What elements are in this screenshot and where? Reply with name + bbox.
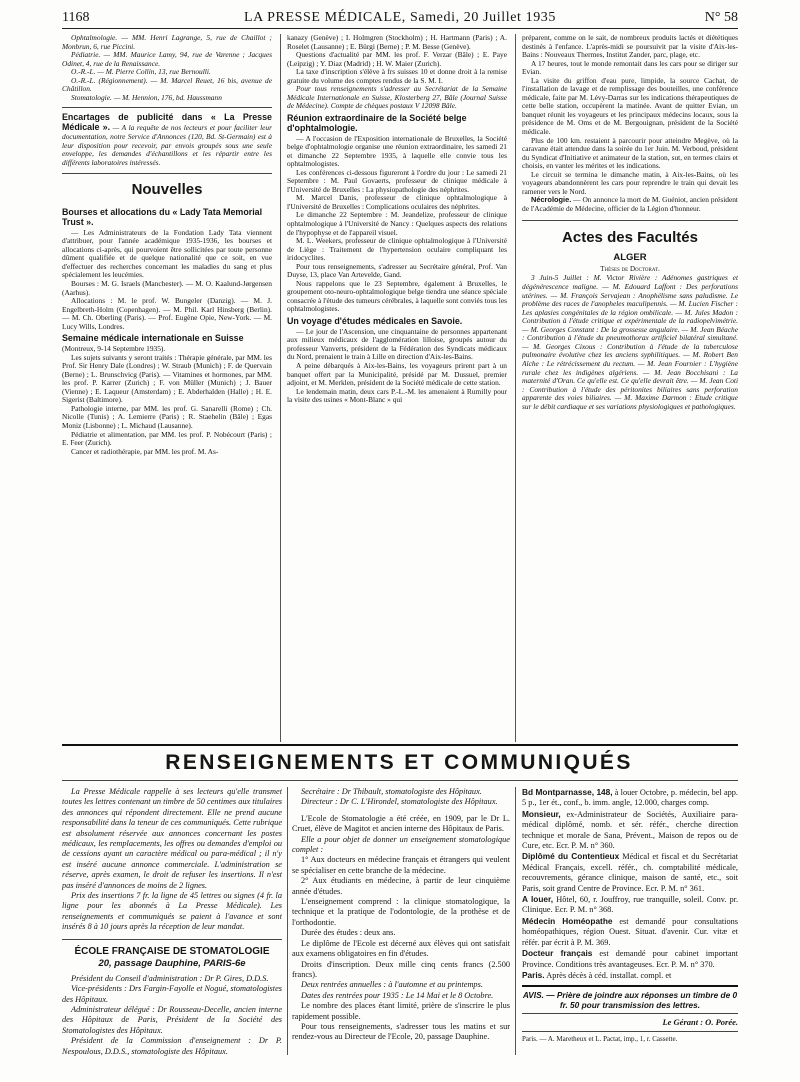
- avis-notice: AVIS. — Prière de joindre aux réponses un timbre de 0 fr. 50 pour transmission des lettres.: [522, 990, 738, 1011]
- column-rule: [515, 787, 516, 1055]
- paragraph: Le circuit se termina le dimanche matin, à Aix-les-Bains, où les voyageurs abandonnèrent les cars pour reprendre le train qui devait les ramener vers le Nord.: [522, 169, 738, 196]
- intro-line: O.-R.-L. — M. Pierre Collin, 13, rue Bernoulli.: [71, 67, 211, 77]
- ecole-text: Elle a pour objet de donner un enseignement stomatologique complet :: [292, 834, 510, 855]
- reunion-text: M. L. Weekers, professeur de clinique ophtalmologique à l'Université de Liège : Traitement de l'hypertension oculaire compliquant les iridocyclites.: [287, 236, 507, 263]
- necrologie: [522, 196, 738, 213]
- semaine-title: Semaine médicale internationale en Suisse: [62, 333, 244, 344]
- column-rule: [515, 34, 516, 742]
- ad-title: A louer,: [522, 894, 554, 905]
- issue-number: N° 58: [704, 10, 738, 25]
- ad-text: est demandé pour cabinet important Province. Conditions très avantageuses. Ecr. P. M. n° 370.: [522, 949, 738, 969]
- ad-text: à louer Octobre, p. médecin, bel app. 5 p., 1er ét., conf., b. imm. angle, 12.000, charges comp.: [522, 788, 738, 808]
- intro-line: Pédiatrie. — MM. Maurice Lamy, 94, rue de Varenne ; Jacques Odinet, 4, rue de la Renaissance.: [62, 50, 272, 68]
- staff-line: Administrateur délégué : Dr Rousseau-Decelle, ancien interne des Hôpitaux de Paris, Président de la Société des Stomatologistes des Hôpitaux.: [62, 1004, 282, 1035]
- column-rule: [280, 34, 281, 742]
- divider: [522, 220, 738, 221]
- reunion-text: — A l'occasion de l'Exposition internationale de Bruxelles, la Société belge d'ophtalmologie organise une réunion extraordinaire, les samedi 21 et dimanche 22 Septembre 1935, à laquelle elle convie tous les ophtalmologistes.: [287, 133, 507, 169]
- bottom-column-1: [62, 787, 282, 1057]
- reunion-text: Le dimanche 22 Septembre : M. Jeandelize, professeur de clinique ophtalmologique à l'Université de Nancy : Quelques aspects des relations de l'hypophyse et de l'appareil visuel.: [287, 210, 507, 237]
- paragraph: Pour tous renseignements s'adresser au Secrétariat de la Semaine Médicale Internationale en Suisse, Klosterberg 27, Bâle (Journal Suisse de Médecine). Compte de chèques postaux V 12098 Bâle.: [287, 84, 507, 111]
- staff-line: Vice-présidents : Drs Fargin-Fayolle et Nogué, stomatologistes des Hôpitaux.: [62, 984, 282, 1004]
- staff-line: Secrétaire : Dr Thibault, stomatologiste des Hôpitaux.: [301, 787, 482, 796]
- encartages-title: Encartages de publicité dans « La Presse Médicale ».: [62, 112, 272, 133]
- paragraph: La visite du griffon d'eau pure, limpide, la source Cachat, de l'installation de lavage et de remplissage des bouteilles, une conférence médicale, faite par M. Lévy-Darras sur les indications thérapeutiques de cette belle station, occupèrent la matinée. Avant de quitter Evian, un banquet réunit les voyageurs et les principaux médecins locaux, sous la présidence de M. Oms et de M. Bergouignan, président de la Société médicale.: [522, 75, 738, 137]
- page-header: [62, 6, 738, 29]
- ecole-text: 1° Aux docteurs en médecine français et étrangers qui veulent se spécialiser en cette branche de la médecine.: [292, 855, 510, 875]
- reunion-text: M. Marcel Danis, professeur de clinique ophtalmologique à l'Université de Bruxelles : Complications oculaires des néphrites.: [287, 193, 507, 211]
- ecole-text: Pour tous renseignements, s'adresser tous les matins et sur rendez-vous au Directeur de l'Ecole, 20, passage Dauphine.: [292, 1021, 510, 1042]
- bourses-list: Bourses : M. G. Israels (Manchester). — M. O. Kaalund-Jørgensen (Aarhus).: [62, 279, 272, 297]
- classified-ad: [522, 948, 738, 970]
- column-rule: [287, 787, 288, 1055]
- ad-title: Bd Montparnasse, 148,: [522, 787, 613, 797]
- voyage-title: Un voyage d'études médicales en Savoie.: [287, 316, 463, 326]
- nouvelles-heading: Nouvelles: [131, 181, 203, 199]
- actes-heading: Actes des Facultés: [562, 229, 698, 247]
- section-rule: [62, 744, 738, 746]
- ad-title: Monsieur,: [522, 808, 561, 819]
- ad-text: est demandé pour consultations homéopathiques, région Ouest. Situat. d'avenir. Cur. vitæ et référ. par écrit à P. M. 369.: [522, 916, 738, 947]
- ad-title: Diplômé du Contentieux: [522, 851, 620, 862]
- allocations-list: Allocations : M. le prof. W. Bungeler (Danzig). — M. J. Engelbreth-Holm (Copenhagen). — M. Phil. Karl Hinsberg (Berlin). — M. Ch. Oberling (Paris). — Prof. Eugène Opie, New-York. — M. Lucy Wills, Londres.: [62, 296, 272, 331]
- ecole-text: Dates des rentrées pour 1935 : Le 14 Mai et le 8 Octobre.: [301, 990, 494, 1000]
- ecole-text: L'enseignement comprend : la clinique stomatologique, la technique et la pratique de l'odontologie, de la prothèse et de l'orthodontie.: [292, 897, 510, 927]
- paragraph: Questions d'actualité par MM. les prof. F. Verzar (Bâle) ; E. Paye (Leipzig) ; Y. Diaz (Madrid) ; H. W. Maier (Zurich).: [287, 50, 507, 68]
- ecole-text: Deux rentrées annuelles : à l'automne et au printemps.: [301, 980, 483, 990]
- intro-line: Stomatologie. — M. Hennion, 176, bd. Haussmann: [71, 92, 222, 102]
- ad-text: ex-Administrateur de Sociétés, Auxiliaire para-médical diplômé, nomb. et sér. référ., cherche direction technique et morale de Sana, Prévent., Maison de repos ou de Cure, etc. Ecr. P. M. n° 360.: [522, 809, 738, 851]
- alger-heading: ALGER: [613, 252, 647, 264]
- staff-line: Directeur : Dr C. L'Hirondel, stomatologiste des Hôpitaux.: [301, 797, 498, 807]
- divider: [522, 1013, 738, 1014]
- ad-title: Médecin Homéopathe: [522, 915, 613, 926]
- notice-text: La Presse Médicale rappelle à ses lecteurs qu'elle transmet toutes les lettres contenant un timbre de 50 centimes aux titulaires des annonces qui répondent directement. Elle ne prend aucune responsabilité dans la teneur de ces communiqués. Cette rubrique est absolument réservée aux annonces concernant les postes médicaux, les remplacements, les offres ou demandes d'emploi ou de cessions ayant un caractère médical ou para-médical ; il n'y est inséré aucune annonce commerciale. L'administration se réserve, après examen, le droit de refuser les insertions. Il n'est pas inséré d'annonces de moins de 2 lignes.: [62, 787, 282, 890]
- intro-line: O.-R.-L. (Régionnement). — M. Marcel Reuet, 16 bis, avenue de Châtillon.: [62, 75, 272, 94]
- ecole-text: Le diplôme de l'Ecole est décerné aux élèves qui ont satisfait aux examens obligatoires en fin d'études.: [292, 938, 510, 959]
- paragraph: La taxe d'inscription s'élève à frs suisses 10 et donne droit à la remise gratuite du volume des comptes rendus de la S. M. I.: [287, 67, 507, 85]
- paragraph: préparent, comme on le sait, de nombreux produits lactés et diététiques destinés à l'enfance. L'après-midi se poursuivit par la visite d'Aix-les-Bains : Nouveaux Thermes, Institut Zander, parc, plage, etc.: [522, 34, 738, 60]
- necrologie-text: — On annonce la mort de M. Guéniot, ancien président de l'Académie de Médecine, officier de la Légion d'honneur.: [522, 195, 738, 213]
- theses-heading: Thèses de Doctorat.: [600, 265, 660, 274]
- theses-list: 3 Juin-5 Juillet : M. Victor Rivière : Adénomes gastriques et dégénérescence maligne. — M. Edouard Laffont : Des perforations utérines. — M. François Servajean : Anophélisme sans paludisme. Le problème des races de l'anopheles maculipennis. — M. Lucien Fischer : Les aplasies congénitales de la région ombilicale. — M. Jules Madon : Contribution à l'étude critique et expérimentale de la radiopelvimétrie. — M. Georges Constant : De la grossesse angulaire. — M. Jean Béache : Contribution à l'étude du pneumothorax artificiel bilatéral simultané. — M. Georges Cixous : Contribution à l'étude de la tuberculose pulmonaire évolutive chez les anciens syphilitiques. — M. Robert Ben Aïche : Le rétrécissement du rectum. — M. Jean Fournier : L'hygiène rurale chez les indigènes algériens. — M. Jean Bocchisani : La maternité d'Oran. Ce qu'elle est. Ce qu'elle devrait être. — M. Jean Coti : Contribution à l'étude des péritonites biliaires sans perforation apparente des voies biliaires. — M. Maxime Darmon : Etude critique sur le débit cardiaque et ses variations physiologiques et pathologiques.: [522, 273, 738, 411]
- divider: [62, 173, 272, 174]
- gerant-line: Le Gérant : O. Porée.: [662, 1017, 738, 1028]
- semaine-text: Les sujets suivants y seront traités : Thérapie générale, par MM. les Prof. Sir Henry Dale (Londres) ; W. Straub (Munich) ; F. de Quervain (Berne) ; L. Brunschvicg (Paris). — Vitamines et hormones, par MM. les prof. P. Karrer (Zurich) ; F. von Müller (Munich) ; J. Bauer (Vienne) ; E. Laqueur (Amsterdam) ; E. Abderhalden (Halle) ; H. E. Sigerist (Baltimore).: [62, 352, 272, 405]
- ecole-address: 20, passage Dauphine, PARIS-6e: [98, 957, 246, 969]
- reunion-text: Pour tous renseignements, s'adresser au Secrétaire général, Prof. Van Duyse, 13, place Van Artevelde, Gand.: [287, 261, 507, 280]
- divider: [62, 939, 282, 940]
- ecole-text: 2° Aux étudiants en médecine, à partir de leur cinquième année d'études.: [292, 876, 510, 896]
- journal-title: LA PRESSE MÉDICALE, Samedi, 20 Juillet 1935: [243, 10, 557, 25]
- ecole-text: Le nombre des places étant limité, prière de s'inscrire le plus rapidement possible.: [292, 1001, 510, 1021]
- semaine-text: Cancer et radiothérapie, par MM. les prof. M. As-: [71, 446, 219, 456]
- ecole-text: Durée des études : deux ans.: [301, 928, 396, 938]
- divider: [62, 107, 272, 108]
- classified-ad: [522, 970, 738, 981]
- column-3: [522, 34, 738, 744]
- classified-ad: [522, 916, 738, 948]
- staff-line: Président du Conseil d'administration : Dr P. Gires, D.D.S.: [71, 973, 269, 983]
- reunion-text: Nous rappelons que le 23 Septembre, également à Bruxelles, le groupement oto-neuro-ophtalmologique belge tiendra une séance spéciale consacrée à l'étude des tumeurs cérébrales, à laquelle sont conviés tous les ophtalmologistes.: [287, 278, 507, 314]
- renseignements-banner: RENSEIGNEMENTS ET COMMUNIQUÉS: [165, 751, 633, 774]
- semaine-text: Pathologie interne, par MM. les prof. G. Sanarelli (Rome) ; Ch. Nicolle (Tunis) ; A. Lemierre (Paris) ; R. Staehelin (Bâle) ; Egas Moniz (Lisbonne) ; L. Michaud (Lausanne).: [62, 403, 272, 431]
- ad-text: Hôtel, 60, r. Jouffroy, rue tranquille, soleil. Conv. pr. Clinique. Ecr. P. M. n° 368.: [522, 895, 738, 915]
- classified-ad: [522, 894, 738, 916]
- voyage-text: A peine débarqués à Aix-les-Bains, les voyageurs prirent part à un banquet offert par la Municipalité, présidé par M. Dussuel, premier adjoint, et M. Merklen, président de la Société médicale de cette station.: [287, 360, 507, 388]
- semaine-subtitle: (Montreux, 9-14 Septembre 1935).: [62, 344, 166, 354]
- reunion-title: Réunion extraordinaire de la Société belge d'ophtalmologie.: [287, 112, 467, 133]
- encartages-text: — A la requête de nos lecteurs et pour faciliter leur documentation, notre Service d'Annonces (120, Bd. St-Germain) est à leur disposition pour recevoir, par envois groupés sous une seule enveloppe, les demandes d'échantillons et les répartir entre les différents laboratoires intéressés.: [62, 123, 272, 167]
- avis-rule: [522, 985, 738, 987]
- ad-title: Docteur français: [522, 948, 593, 959]
- paragraph: kanazy (Genève) ; I. Holmgren (Stockholm) ; H. Hartmann (Paris) ; A. Roselet (Lausanne) ; E. Bürgi (Berne) ; P. M. Besse (Genève).: [287, 34, 507, 51]
- reunion-text: Les conférences ci-dessous figureront à l'ordre du jour : Le samedi 21 Septembre : M. Paul Govaerts, professeur de clinique médicale à l'Université de Bruxelles : La physiopathologie des néphrites.: [287, 167, 507, 194]
- paragraph: Plus de 100 km. restaient à parcourir pour atteindre Megève, où la caravane était attendue dans la soirée du 1er Juin. M. Verboud, président du Syndicat d'Initiative et animateur de la station, sut, en termes clairs et choisis, en vanter les mérites et les indications.: [522, 135, 738, 171]
- printer-imprint: Paris. — A. Maretheux et L. Pactat, imp., 1, r. Cassette.: [522, 1034, 678, 1043]
- paragraph: A 17 heures, tout le monde remontait dans les cars pour se diriger sur Evian.: [522, 58, 738, 77]
- ad-text: Médical et fiscal et du Secrétariat Médical Français, excell. référ., ch. comptabilité médicale, recouvrements, gérance clinique, maison de santé, etc., soit Paris, soit grand Centre de Province. Ecr. P. M. n° 361.: [522, 852, 738, 893]
- notice-prices: Prix des insertions 7 fr. la ligne de 45 lettres ou signes (4 fr. la ligne pour les abonnés à La Presse Médicale). Les renseignements et communiqués se paient à l'avance et sont insérés 8 à 10 jours après la réception de leur mandat.: [62, 891, 282, 932]
- classified-ad: [522, 787, 738, 809]
- column-2: [287, 34, 507, 744]
- voyage-text: Le lendemain matin, deux cars P.-L.-M. les amenaient à Rumilly pour la visite des usines « Mont-Blanc » qui: [287, 386, 507, 405]
- ecole-title: ÉCOLE FRANÇAISE DE STOMATOLOGIE: [74, 945, 270, 957]
- bottom-column-2: [292, 787, 510, 1057]
- necrologie-title: Nécrologie.: [531, 195, 572, 205]
- ecole-text: L'Ecole de Stomatologie a été créée, en 1909, par le Dr L. Cruet, élève de Magitot et ancien interne des Hôpitaux de Paris.: [292, 813, 510, 834]
- bourses-title: Bourses et allocations du « Lady Tata Memorial Trust ».: [62, 207, 263, 227]
- encartages-notice: [62, 113, 272, 167]
- intro-line: Ophtalmologie. — MM. Henri Lagrange, 5, rue de Chaillot ; Monbrun, 6, rue Piccini.: [62, 34, 272, 51]
- bourses-text: — Les Administrateurs de la Fondation Lady Tata viennent d'attribuer, pour l'année académique 1935-1936, les bourses et allocations ci-après, qui pourvoient être sollicitées par toute personne dûment qualifiée et de quelque nationalité que ce soit, en vue d'effectuer des recherches concernant les maladies du sang et plus spécialement les leucémies.: [62, 227, 272, 280]
- ad-title: Paris.: [522, 969, 545, 980]
- ecole-text: Droits d'inscription. Deux mille cinq cents francs (2.500 francs).: [292, 959, 510, 979]
- bottom-column-3: [522, 787, 738, 1077]
- divider: [522, 1031, 738, 1032]
- classified-ad: [522, 851, 738, 894]
- banner-rule: [62, 780, 738, 781]
- semaine-text: Pédiatrie et alimentation, par MM. les prof. P. Nobécourt (Paris) ; E. Feer (Zurich).: [62, 429, 272, 448]
- ad-text: Après décès à céd. installat. compl. et: [546, 970, 672, 980]
- column-1: [62, 34, 272, 744]
- staff-line: Président de la Commission d'enseignement : Dr P. Nespoulous, D.D.S., stomatologiste des Hôpitaux.: [62, 1036, 282, 1056]
- page-number: 1168: [62, 10, 90, 25]
- classified-ad: [522, 809, 738, 852]
- voyage-text: — Le jour de l'Ascension, une cinquantaine de personnes appartenant aux milieux médicaux de l'agglomération lilloise, groupés autour du professeur Vanverts, président de la Fédération des Syndicats médicaux du Nord, prenaient le train à Lille en direction d'Aix-les-Bains.: [287, 326, 507, 362]
